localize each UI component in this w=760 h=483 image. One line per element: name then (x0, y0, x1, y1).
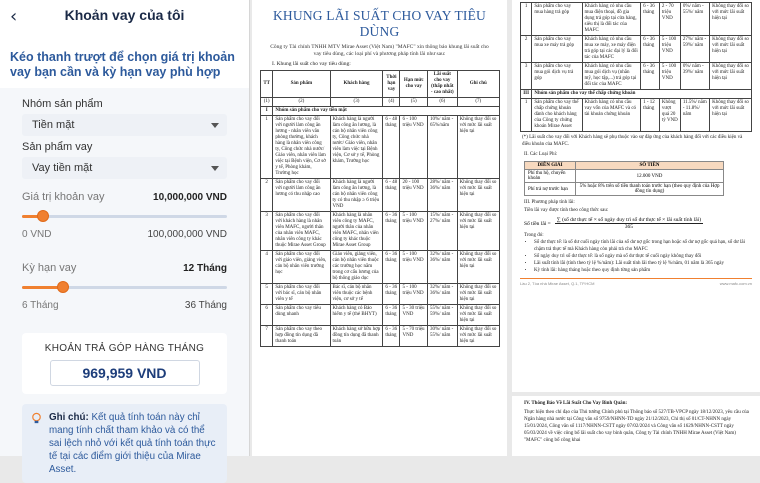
cell-rate: 32%/ năm - 36%/ năm (427, 251, 457, 284)
column-number: (7) (457, 98, 499, 107)
column-header: Hạn mức cho vay (400, 71, 428, 98)
amount-slider[interactable] (22, 209, 227, 223)
column-header: Lãi suất cho vay (thấp nhất - cao nhất) (427, 71, 457, 98)
document-page-3 (512, 396, 760, 456)
cell-num: 3 (261, 212, 273, 251)
term-row (22, 262, 227, 274)
fee-header-amount: SỐ TIỀN (576, 162, 724, 170)
disclaimer-note (22, 404, 227, 483)
column-number: (2) (273, 98, 330, 107)
definition-item: • Số ngày duy trì số dư thực tế: là số ngày mà số dư thực tế cuối ngày không thay đổi (534, 253, 752, 260)
cell-customer: Khách hàng có nhu cầu mua gói dịch vụ (nhãn mỹ, học tập,...) trả góp tại đối tác của MAFC (582, 63, 641, 90)
footer-address: Lầu 2, Tòa nhà Mirae Asset, Q.1, TP.HCM (520, 281, 595, 286)
cell-note: Không thay đổi so với mức lãi suất hiện tại (457, 284, 499, 305)
cell-note: Không thay đổi so với mức lãi suất hiện tại (457, 116, 499, 179)
column-header: TT (261, 71, 273, 98)
amount-max: 100,000,000 VND (147, 229, 227, 240)
formula-fraction (555, 217, 703, 230)
interest-formula (524, 217, 760, 230)
cell-num: 1 (521, 99, 532, 132)
chevron-down-icon (211, 123, 219, 128)
cell-limit: 20 - 100 triệu VND (400, 179, 428, 212)
table-colnum-row (261, 98, 500, 107)
section-4-text: Thực hiện theo chỉ đạo của Thủ tướng Chính phủ tại Thông báo số 527/TB-VPCP ngày 18/12/2023, yêu cầu của Ngân hàng nhà nước tại Công văn số 9759/NHNN-TD ngày 21/12/2023, Chỉ thị số 01/CT-NHNN ngày 15/01/2024, Công văn số 1117/NHNN-CSTT ngày 07/02/2024 và Công văn số 1629/NHNN-CSTT ngày 05/03/2024 về việc công bố lãi suất cho vay bình quân, Công ty Tài chính TNHH Mirae Asset (Việt Nam) "MAFC" công bố công khai (524, 410, 749, 443)
cell-num: 2 (261, 179, 273, 212)
table-row (261, 212, 500, 251)
interest-rate-table-continued (520, 2, 752, 132)
document-page-2 (512, 0, 760, 392)
cell-product: Sản phẩm cho vay đối với bác sĩ, cán bộ nhân viên y tế (273, 284, 330, 305)
cell-num: 2 (521, 36, 532, 63)
group-name: Nhóm sản phẩm cho vay tiền mặt (273, 107, 500, 116)
fee-desc: Phí thu hộ, chuyển khoản (525, 170, 576, 183)
cell-term: 6 - 36 tháng (383, 212, 400, 251)
cell-customer: Khách hàng có Bảo hiểm y tế (thẻ BHYT) (330, 305, 383, 326)
table-row (521, 36, 752, 63)
table-row (261, 305, 500, 326)
table-group-row (261, 107, 500, 116)
note-body: Kết quả tính toán này chỉ mang tính chất tham khảo và có thể sai lệch nhỏ với kết quả tính toán thực tế tại các điểm giới thiệu của Mirae Asset. (49, 412, 216, 475)
cell-product: Sản phẩm cho vay tiêu dùng nhanh (273, 305, 330, 326)
cell-product: Sản phẩm cho vay đối với người làm công ăn lương có thu nhập cao (273, 179, 330, 212)
fee-row (525, 183, 724, 196)
cell-term: 6 - 36 tháng (641, 63, 660, 90)
cell-customer: Giáo viên, giảng viên, cán bộ nhân viên thuộc các trường học nằm trong cơ cấu lương của bộ thông giáo dục (330, 251, 383, 284)
cell-rate: 11.5%/ năm - 11.8%/ năm (680, 99, 709, 132)
table-row (261, 116, 500, 179)
product-group-label: Nhóm sản phẩm (22, 98, 103, 110)
formula-lhs: Số tiền lãi = (524, 220, 551, 227)
cell-note: Không thay đổi so với mức lãi suất hiện tại (710, 36, 752, 63)
document-page-1 (252, 0, 507, 456)
cell-term: 6 - 36 tháng (641, 3, 660, 36)
calculator-form (0, 88, 249, 483)
section-2-heading: II. Các Loại Phí: (524, 152, 558, 157)
term-label: Kỳ hạn vay (22, 262, 77, 274)
slider-thumb[interactable] (37, 210, 49, 222)
rate-footnote: (*) Lãi suất cho vay đối với Khách hàng sẽ phụ thuộc vào sự đáp ứng của khách hàng đối với các điều kiện và điều khoản của MAFC. (522, 135, 743, 147)
table-row (261, 326, 500, 347)
cell-note: Không thay đổi so với mức lãi suất hiện tại (710, 3, 752, 36)
fee-row (525, 170, 724, 183)
cell-term: 6 - 36 tháng (383, 284, 400, 305)
cell-product: Sản phẩm cho vay theo hợp đồng tín dụng đã thanh toán (273, 326, 330, 347)
cell-rate: 27%/ năm - 59%/ năm (680, 36, 709, 63)
intro-section (0, 30, 249, 88)
cell-product: Sản phẩm cho vay đối với người làm công ăn lương - nhân viên văn phòng thường, khách hàng là nhân viên công ty, Công chức nhà nước/ Giáo viên, nhân viên làm việc tại Bệnh viện, Cơ sở y tế, Phòng khám, Trường học (273, 116, 330, 179)
note-title: Ghi chú: (49, 412, 89, 423)
definition-item: • Số dư thực tế: là số dư cuối ngày tính lãi của số dư nợ gốc trong hạn hoặc số dư nợ gốc quá hạn, số dư lãi chậm trả thực tế mà Khách hàng còn phải trả cho MAFC (534, 239, 752, 253)
note-text (49, 411, 219, 476)
section-1-heading: I. Khung lãi suất cho vay tiêu dùng: (272, 61, 351, 67)
definition-item: • Lãi suất tính lãi (tính theo tỷ lệ %/năm): Lãi suất tính lãi theo tỷ lệ %/năm, 01 năm là 365 ngày (534, 260, 752, 267)
cell-limit: 5 - 100 triệu VND (400, 212, 428, 251)
amount-range (22, 229, 227, 240)
term-max: 36 Tháng (184, 300, 227, 311)
loan-calculator-panel (0, 0, 250, 475)
cell-term: 6 - 48 tháng (383, 179, 400, 212)
cell-product: Sản phẩm cho vay thế chấp chứng khoán dành cho khách hàng của Công ty chứng khoán Mirae Asset (532, 99, 582, 132)
column-number: (4) (383, 98, 400, 107)
chevron-down-icon (211, 166, 219, 171)
cell-rate: 55%/ năm - 59%/ năm (427, 305, 457, 326)
definition-item: • Kỳ tính lãi: hàng tháng hoặc theo quy định từng sản phẩm (534, 267, 752, 274)
cell-num: 7 (261, 326, 273, 347)
product-select[interactable] (22, 157, 227, 179)
column-header: Sản phẩm (273, 71, 330, 98)
table-row (261, 179, 500, 212)
cell-rate: 10%/ năm - 65%/năm (427, 116, 457, 179)
fee-amount: 5% hoặc 8% trên số tiền thanh toán trước hạn (theo quy định của Hợp đồng tín dụng) (576, 183, 724, 196)
formula-numerator: ∑ (số dư thực tế × số ngày duy trì số dư thực tế × lãi suất tính lãi) (556, 217, 702, 223)
cell-customer: Khách hàng có nhu cầu vay vốn của MAFC và có tài khoản chứng khoán (582, 99, 641, 132)
cell-note: Không thay đổi so với mức lãi suất hiện tại (457, 326, 499, 347)
cell-rate: 15%/ năm - 27%/ năm (427, 212, 457, 251)
amount-min: 0 VND (22, 229, 52, 240)
cell-note: Không thay đổi so với mức lãi suất hiện tại (457, 305, 499, 326)
column-header: Khách hàng (330, 71, 383, 98)
cell-customer: Khách hàng có nhu cầu mua điện thoại, đồ gia dụng trả góp tại cửa hàng, siêu thị là đối tác của MAFC (582, 3, 641, 36)
term-value: 12 Tháng (183, 263, 227, 274)
cell-num: 1 (261, 116, 273, 179)
definition-list (534, 239, 752, 274)
cell-rate: 32%/ năm - 36%/ năm (427, 284, 457, 305)
cell-note: Không thay đổi so với mức lãi suất hiện tại (457, 212, 499, 251)
section-3-heading: III. Phương pháp tính lãi: (524, 200, 575, 205)
fee-table (524, 161, 724, 196)
cell-term: 6 - 36 tháng (641, 36, 660, 63)
cell-customer: Khách hàng là người làm công ăn lương, là cán bộ nhân viên công ty có thu nhập ≥ 6 triệu VND (330, 179, 383, 212)
product-label: Sản phẩm vay (22, 141, 93, 153)
amount-label: Giá trị khoản vay (22, 191, 105, 203)
cell-customer: Khách hàng có nhu cầu mua xe máy, xe máy điện trả góp tại các đại lý là đối tác của MAFC (582, 36, 641, 63)
table-group-row (521, 90, 752, 99)
footer-website: www.mafc.com.vn (719, 281, 752, 286)
term-slider[interactable] (22, 280, 227, 294)
page-footer (520, 278, 752, 286)
cell-limit: 5 - 100 triệu VND (400, 284, 428, 305)
cell-rate: 0%/ năm - 55%/ năm (680, 3, 709, 36)
page-title: Khoản vay của tôi (64, 7, 185, 23)
fee-desc: Phí trả nợ trước hạn (525, 183, 576, 196)
interest-rate-table (260, 70, 500, 347)
column-number: (1) (261, 98, 273, 107)
product-value: Vay tiền mặt (32, 162, 93, 174)
method-intro: Tiền lãi vay được tính theo công thức sau: (524, 208, 609, 213)
column-number: (5) (400, 98, 428, 107)
table-row (261, 251, 500, 284)
document-intro: Công ty Tài chính TNHH MTV Mirae Asset (Việt Nam) "MAFC" xin thông báo khung lãi suất cho vay tiêu dùng, các loại phí và phương pháp tính lãi như sau: (270, 44, 489, 57)
column-header: Thời hạn vay (383, 71, 400, 98)
column-number: (3) (330, 98, 383, 107)
cell-limit: 6 - 100 triệu VND (400, 116, 428, 179)
cell-product: Sản phẩm cho vay mua xe máy trả góp (532, 36, 582, 63)
product-group-value: Tiền mặt (32, 119, 75, 131)
formula-denominator: 365 (624, 224, 634, 230)
cell-product: Sản phẩm cho vay đối với giáo viên, giảng viên, cán bộ nhân viên trường học (273, 251, 330, 284)
column-number: (6) (427, 98, 457, 107)
amount-value: 10,000,000 VND (153, 192, 227, 203)
cell-note: Không thay đổi so với mức lãi suất hiện tại (710, 63, 752, 90)
app-header (0, 0, 249, 30)
cell-num: 4 (261, 251, 273, 284)
cell-note: Không thay đổi so với mức lãi suất hiện tại (457, 251, 499, 284)
cell-customer: Bác sĩ, cán bộ nhân viên thuộc các bệnh viện, cơ sở y tế (330, 284, 383, 305)
cell-product: Sản phẩm cho vay mua hàng trả góp (532, 3, 582, 36)
cell-note: Không thay đổi so với mức lãi suất hiện tại (710, 99, 752, 132)
cell-term: 6 - 36 tháng (383, 305, 400, 326)
group-num: I (261, 107, 273, 116)
table-header-row (261, 71, 500, 98)
tagline: Kéo thanh trượt để chọn giá trị khoản vay bạn cần và kỳ hạn vay phù hợp (10, 50, 235, 79)
fee-amount: 12.000 VND (576, 170, 724, 183)
cell-limit: Không vượt quá 20 tỷ VND (659, 99, 680, 132)
cell-rate: 28%/ năm - 36%/ năm (427, 179, 457, 212)
table-row (261, 284, 500, 305)
chevron-left-icon[interactable]: ‹ (10, 6, 18, 27)
cell-limit: 5 - 30 triệu VND (400, 305, 428, 326)
cell-rate: 30%/ năm - 55%/ năm (427, 326, 457, 347)
table-row (521, 63, 752, 90)
cell-limit: 2 - 70 triệu VND (659, 3, 680, 36)
cell-limit: 5 - 70 triệu VND (400, 326, 428, 347)
cell-num: 1 (521, 3, 532, 36)
cell-term: 1 - 12 tháng (641, 99, 660, 132)
product-group-select[interactable] (22, 114, 227, 136)
table-row (521, 3, 752, 36)
group-num: III (521, 90, 532, 99)
fee-header-desc: DIỄN GIẢI (525, 162, 576, 170)
cell-rate: 0%/ năm - 39%/ năm (680, 63, 709, 90)
document-title: KHUNG LÃI SUẤT CHO VAY TIÊU DÙNG (272, 8, 487, 39)
monthly-payment-value: 969,959 VND (50, 360, 200, 386)
slider-thumb[interactable] (57, 281, 69, 293)
column-header: Ghi chú (457, 71, 499, 98)
cell-term: 6 - 36 tháng (383, 326, 400, 347)
cell-customer: Khách hàng là người làm công ăn lương, là cán bộ nhân viên công ty, Công chức nhà nước/ Giáo viên, nhân viên làm việc tại Bệnh viện, Cơ sở y tế, Phòng khám, Trường học (330, 116, 383, 179)
cell-limit: 5 - 100 triệu VND (659, 36, 680, 63)
cell-limit: 5 - 100 triệu VND (659, 63, 680, 90)
section-4-heading: IV. Thông Báo Về Lãi Suất Cho Vay Bình Quân: (524, 401, 628, 406)
cell-num: 3 (521, 63, 532, 90)
cell-num: 6 (261, 305, 273, 326)
where-label: Trong đó: (524, 233, 544, 238)
cell-product: Sản phẩm cho vay đối với khách hàng là nhân viên MAFC, người thân của nhân viên MAFC, nhân viên công ty khác thuộc Mirae Asset Group (273, 212, 330, 251)
fee-header-row (525, 162, 724, 170)
cell-term: 6 - 36 tháng (383, 251, 400, 284)
monthly-payment-box (22, 333, 227, 394)
lightbulb-icon (30, 412, 43, 425)
cell-note: Không thay đổi so với mức lãi suất hiện tại (457, 179, 499, 212)
amount-row (22, 191, 227, 203)
cell-customer: Khách hàng là nhân viên công ty MAFC, người thân của nhân viên MAFC, nhân viên công ty khác thuộc Mirae Asset Group (330, 212, 383, 251)
slider-track (22, 215, 227, 218)
monthly-payment-caption: KHOẢN TRẢ GÓP HÀNG THÁNG (44, 343, 205, 354)
cell-num: 5 (261, 284, 273, 305)
cell-customer: Khách hàng sở hữu hợp đồng tín dụng đã thanh toán (330, 326, 383, 347)
cell-product: Sản phẩm cho vay mua gói dịch vụ trả góp (532, 63, 582, 90)
cell-term: 6 - 48 tháng (383, 116, 400, 179)
group-name: Nhóm sản phẩm cho vay thế chấp chứng khoán (532, 90, 752, 99)
term-min: 6 Tháng (22, 300, 59, 311)
cell-limit: 5 - 100 triệu VND (400, 251, 428, 284)
term-range (22, 300, 227, 311)
table-row (521, 99, 752, 132)
